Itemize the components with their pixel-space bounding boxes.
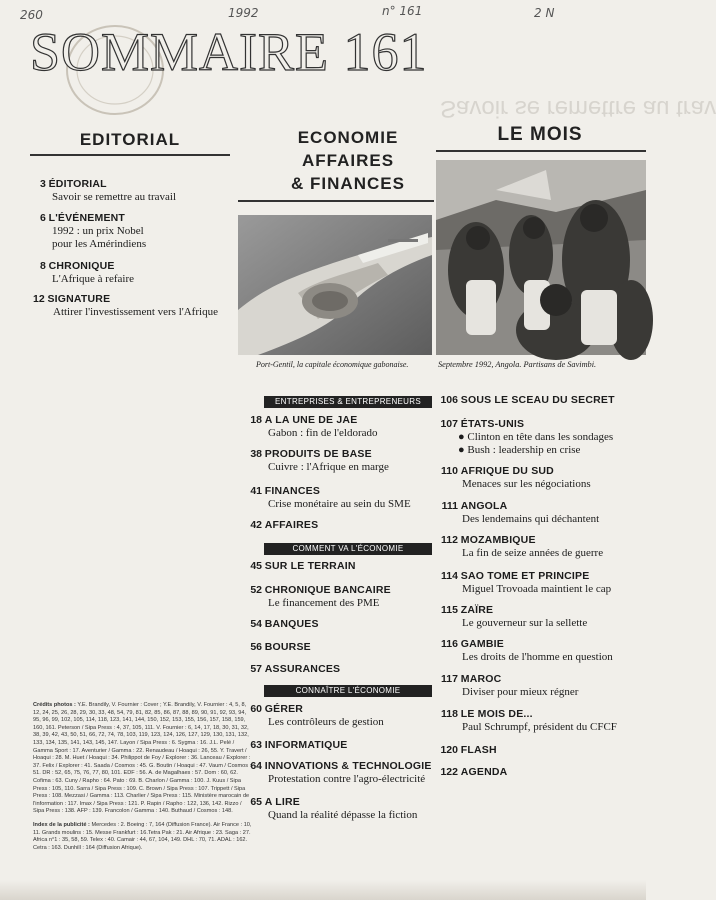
toc-entry[interactable]: 52 CHRONIQUE BANCAIRE Le financement des PME bbox=[250, 584, 391, 609]
toc-entry[interactable]: 8 CHRONIQUE L'Afrique à refaire bbox=[40, 260, 134, 285]
photo-credits: Crédits photos : Y.E. Brandily, V. Fournier : Cover ; Y.E. Brandily, V. Fournier : 4, 5, 8, 12, 24, 25, 26, 28, 29, 30, 33, 48, 54, 79, 81, 82, 85, 86, 87, 88, 89, 90, 91, 92, 93, 94, 95, 96, 99, 102, 105, 114, 118, 123, 141, 144, 150, 152, 153, 155, 156, 157, 158, 159, 160, 161. Peterson / Sipa Press : 4, 37, 105, 111. V. Fournier : 6, 14, 17, 18, 30, 31, 32, 38, 39, 42, 43, 50, 51, 66, 72, 74, 78, 103, 119, 123, 124, 126, 127, 129, 130, 131, 132, 133, 134, 135, 141, 143, 145, 147. Layon / Sipa Press : 6. Sygma : 16. J.L. Pelé / Gamma Sport : 17. Aventurier / Gamma : 22. Renaudeau / Hoaqui : 26, 55. Y. Travert / Hoaqui : 28. M. Huet / Hoaqui : 34. Philippot de Foy / Explorer : 36. Lanceau / Explorer : 37. Felix / Explorer : 41. Saada / Cosmos : 45. G. Boutin / Hoaqui : 47. Vaum / Cosmos : 51. DR : 52, 65, 75, 76, 77, 80, 101. EDF : 56. A. de Magalhaes : 57. Dom : 60, 62. Cofima : 63. Cuny / Rapho : 64. Pato : 69. B. Charlon / Gamma : 100. J. Kuus / Sipa Press : 105, 110. Sarra / Sipa Press : 109. C. Brown / Sipa Press : 107. Trippett / Sipa Press : 108. Mezzasi / Gamma : 113. Charlier / Sipa Press : 115. Ministère marocain de l'information : 117. Imax / Sipa Press : 121. P. Rapin / Rapho : 122, 136, 142. Rizzo / Sipa Press : 138. AFP : 139. Francolon / Gamma : 140. Buthaud / Cosmos : 148. Index de la publicité : Mercedes : 2. Boeing : 7, 164 (Diffusion France). Air France : 10, 11. Grands moulins : 15. Messe Frankfurt : 16.Tetra Pak : 21. Air Afrique : 23. Saga : 27. Africa n°1 : 35, 58, 59. Telex : 40. Camair : 44, 67, 104, 149. DHL : 70, 71. ADAL : 162. Cetra : 163. Dunhill : 164 (Diffusion Afrique). bbox=[33, 702, 252, 851]
toc-entry[interactable]: 120 FLASH bbox=[440, 744, 497, 756]
toc-entry[interactable]: 112 MOZAMBIQUE La fin de seize années de guerre bbox=[441, 534, 604, 559]
toc-entry[interactable]: 115 ZAÏRE Le gouverneur sur la sellette bbox=[441, 604, 588, 629]
photo-caption: Septembre 1992, Angola. Partisans de Savimbi. bbox=[438, 360, 597, 369]
toc-entry[interactable]: 106 SOUS LE SCEAU DU SECRET bbox=[440, 394, 615, 406]
toc-entry[interactable]: 38 PRODUITS DE BASE Cuivre : l'Afrique en marge bbox=[250, 448, 389, 473]
handwritten-note: n° 161 bbox=[382, 4, 423, 18]
toc-entry[interactable]: 18 A LA UNE DE JAE Gabon : fin de l'eldorado bbox=[250, 414, 378, 439]
toc-entry[interactable]: 41 FINANCES Crise monétaire au sein du SME bbox=[250, 485, 411, 510]
section-banner: COMMENT VA L'ÉCONOMIE bbox=[264, 543, 432, 555]
divider bbox=[30, 154, 230, 156]
toc-entry[interactable]: 6 L'ÉVÉNEMENT 1992 : un prix Nobel pour les Amérindiens bbox=[40, 212, 147, 250]
toc-entry[interactable]: 54 BANQUES bbox=[250, 618, 319, 630]
toc-entry[interactable]: 122 AGENDA bbox=[440, 766, 508, 778]
toc-entry[interactable]: 57 ASSURANCES bbox=[250, 663, 341, 675]
page-title: SOMMAIRE 161 bbox=[30, 22, 428, 82]
photo-caption: Port-Gentil, la capitale économique gabonaise. bbox=[256, 360, 409, 369]
column-heading-editorial: EDITORIAL bbox=[79, 130, 181, 149]
bleed-through-text: Savoir se remettre au trav bbox=[440, 95, 716, 122]
divider bbox=[238, 200, 434, 202]
toc-entry[interactable]: 111 ANGOLA Des lendemains qui déchantent bbox=[441, 500, 600, 525]
toc-entry[interactable]: 116 GAMBIE Les droits de l'homme en question bbox=[441, 638, 613, 663]
toc-entry[interactable]: 3 ÉDITORIAL Savoir se remettre au travail bbox=[40, 178, 177, 203]
column-heading-economie: ECONOMIE AFFAIRES & FINANCES bbox=[291, 128, 405, 193]
column-heading-le-mois: LE MOIS bbox=[497, 124, 583, 145]
toc-entry[interactable]: 64 INNOVATIONS & TECHNOLOGIE Protestation contre l'agro-électricité bbox=[250, 760, 432, 785]
toc-entry[interactable]: 117 MAROC Diviser pour mieux régner bbox=[441, 673, 579, 698]
bleed-through-text bbox=[232, 484, 235, 496]
toc-entry[interactable]: 56 BOURSE bbox=[250, 641, 311, 653]
toc-entry[interactable]: 107 ÉTATS-UNIS ● Clinton en tête dans les sondages ● Bush : leadership en crise bbox=[440, 418, 614, 456]
toc-entry[interactable]: 45 SUR LE TERRAIN bbox=[250, 560, 356, 572]
page-edge bbox=[0, 880, 646, 900]
toc-entry[interactable]: 110 AFRIQUE DU SUD Menaces sur les négociations bbox=[441, 465, 591, 490]
toc-entry[interactable]: 65 A LIRE Quand la réalité dépasse la fiction bbox=[250, 796, 418, 821]
handwritten-note: 1992 bbox=[228, 6, 259, 20]
section-banner: CONNAÎTRE L'ÉCONOMIE bbox=[264, 685, 432, 697]
divider bbox=[436, 150, 646, 152]
handwritten-note: 2 N bbox=[534, 6, 555, 20]
toc-entry[interactable]: 114 SAO TOME ET PRINCIPE Miguel Trovoada maintient le cap bbox=[441, 570, 612, 595]
handwritten-note: 260 bbox=[20, 8, 43, 22]
toc-entry[interactable]: 60 GÉRER Les contrôleurs de gestion bbox=[250, 703, 384, 728]
section-banner: ENTREPRISES & ENTREPRENEURS bbox=[264, 396, 432, 408]
toc-entry[interactable]: 63 INFORMATIQUE bbox=[250, 739, 348, 751]
toc-entry[interactable]: 42 AFFAIRES bbox=[250, 519, 319, 531]
photo-port-gentil bbox=[238, 215, 432, 355]
photo-angola-supporters bbox=[436, 160, 646, 355]
toc-entry[interactable]: 118 LE MOIS DE... Paul Schrumpf, président du CFCF bbox=[441, 708, 617, 733]
toc-entry[interactable]: 12 SIGNATURE Attirer l'investissement vers l'Afrique bbox=[33, 293, 218, 318]
